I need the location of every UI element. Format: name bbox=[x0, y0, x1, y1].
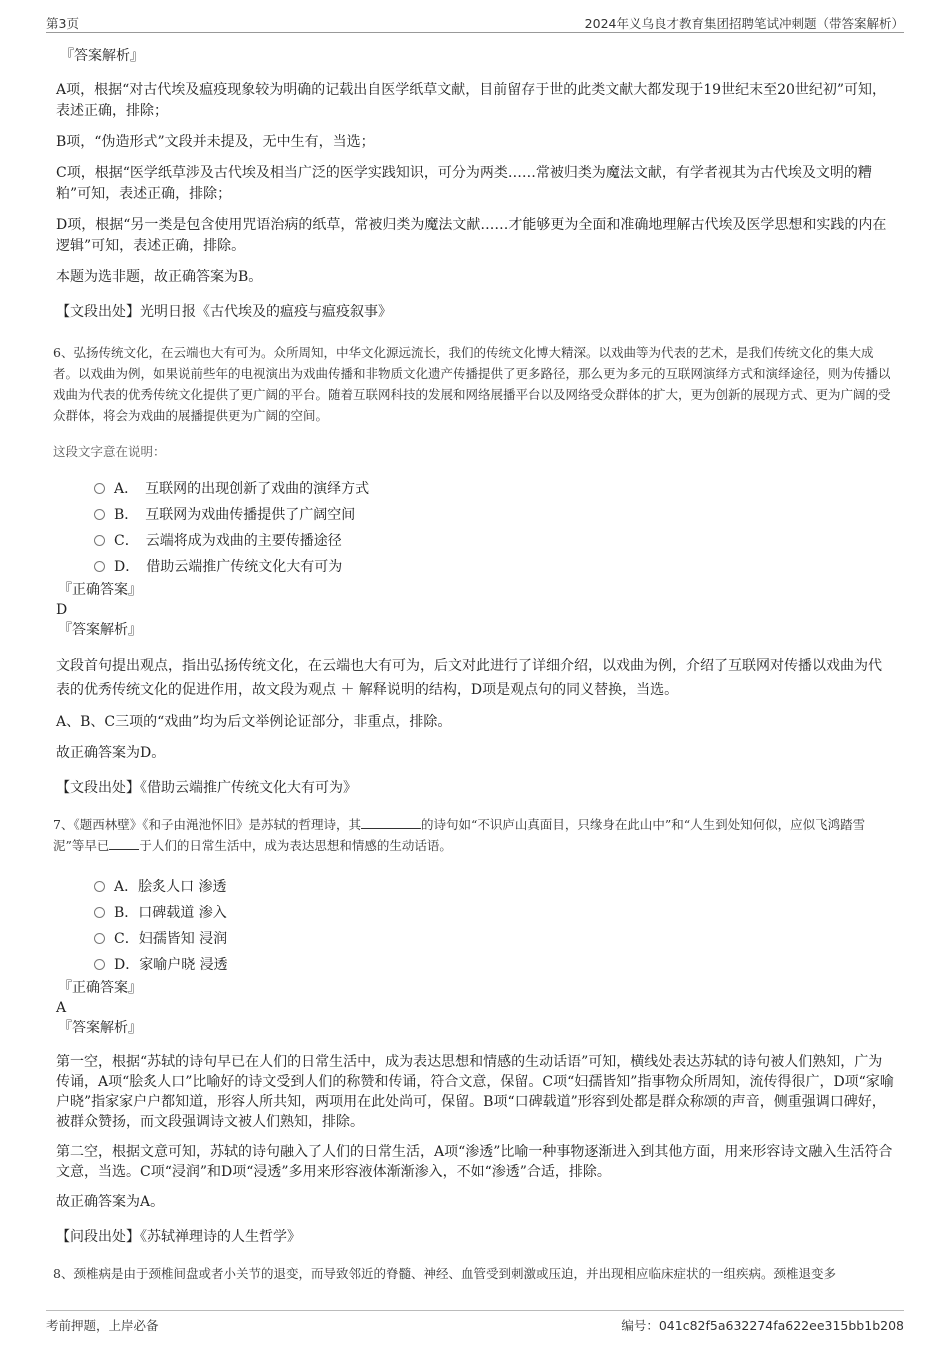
q6-options bbox=[56, 476, 894, 580]
q6-analysis-label: 『答案解析』 bbox=[58, 622, 142, 638]
q5-source: 【文段出处】光明日报《古代埃及的瘟疫与瘟疫叙事》 bbox=[56, 304, 392, 320]
page-header bbox=[46, 10, 904, 33]
q7-option-d[interactable]: D．家喻户晓 浸透 bbox=[94, 952, 894, 978]
radio-icon[interactable] bbox=[94, 483, 105, 494]
q7-analysis-label: 『答案解析』 bbox=[58, 1020, 142, 1036]
q6-conclusion: 故正确答案为D。 bbox=[56, 745, 166, 761]
q8-question: 8、颈椎病是由于颈椎间盘或者小关节的退变，而导致邻近的脊髓、神经、血管受到刺激或压迫，并出现相应临床症状的一组疾病。颈椎退变多 bbox=[53, 1266, 836, 1281]
q6-option-c[interactable]: C． 云端将成为戏曲的主要传播途径 bbox=[94, 528, 894, 554]
footer-slogan: 考前押题，上岸必备 bbox=[46, 1318, 159, 1333]
q5-analysis-b: B项，“伪造形式”文段并未提及，无中生有，当选； bbox=[56, 134, 375, 150]
page-footer bbox=[46, 1310, 904, 1333]
q7-conclusion: 故正确答案为A。 bbox=[56, 1194, 165, 1210]
q6-analysis-2: A、B、C三项的“戏曲”均为后文举例论证部分，非重点，排除。 bbox=[56, 714, 452, 730]
q5-analysis-c: C项，根据“医学纸草涉及古代埃及相当广泛的医学实践知识，可分为两类……常被归类为魔法文献，有学者视其为古代埃及文明的糟粕”可知，表述正确，排除； bbox=[56, 165, 872, 202]
q6-prompt: 这段文字意在说明： bbox=[53, 444, 166, 459]
blank-2 bbox=[109, 836, 139, 850]
radio-icon[interactable] bbox=[94, 561, 105, 572]
page-number: 第3页 bbox=[46, 16, 79, 31]
q6-option-d[interactable]: D． 借助云端推广传统文化大有可为 bbox=[94, 554, 894, 580]
radio-icon[interactable] bbox=[94, 933, 105, 944]
q7-option-c[interactable]: C．妇孺皆知 浸润 bbox=[94, 926, 894, 952]
radio-icon[interactable] bbox=[94, 959, 105, 970]
document-id: 编号：041c82f5a632274fa622ee315bb1b208 bbox=[621, 1318, 904, 1333]
q5-analysis-d: D项，根据“另一类是包含使用咒语治病的纸草，常被归类为魔法文献……才能够更为全面和准确地理解古代埃及医学思想和实践的内在逻辑”可知，表述正确，排除。 bbox=[56, 217, 887, 254]
q7-option-b[interactable]: B．口碑载道 渗入 bbox=[94, 900, 894, 926]
radio-icon[interactable] bbox=[94, 509, 105, 520]
radio-icon[interactable] bbox=[94, 535, 105, 546]
q6-answer: D bbox=[56, 602, 68, 618]
q7-source: 【问段出处】《苏轼禅理诗的人生哲学》 bbox=[56, 1229, 301, 1245]
blank-1 bbox=[361, 815, 421, 829]
q7-analysis-1: 第一空，根据“苏轼的诗句早已在人们的日常生活中，成为表达思想和情感的生动话语”可知，横线处表达苏轼的诗句被人们熟知，广为传诵，A项“脍炙人口”比喻好的诗文受到人们的称赞和传诵，符合文意，保留。C项“妇孺皆知”指事物众所周知，流传得很广，D项“家喻户晓”指家家户户都知道，形容人所共知，两项用在此处尚可，保留。B项“口碑载道”形容到处都是群众称颂的声音，侧重强调口碑好，被群众赞扬，而文段强调诗文被人们熟知，排除。 bbox=[56, 1054, 894, 1130]
q7-options bbox=[56, 874, 894, 978]
q6-question: 6、弘扬传统文化，在云端也大有可为。众所周知，中华文化源远流长，我们的传统文化博大精深。以戏曲等为代表的艺术，是我们传统文化的集大成者。以戏曲为例，如果说前些年的电视演出为戏曲传播和非物质文化遗产传播提供了更多路径，那么更为多元的互联网演绎方式和演绎途径，则为传播以戏曲为代表的优秀传统文化提供了更广阔的平台。随着互联网科技的发展和网络展播平台以及网络受众群体的扩大，更为创新的展现方式、更为广阔的受众群体，将会为戏曲的展播提供更为广阔的空间。 bbox=[53, 345, 891, 423]
q6-option-b[interactable]: B． 互联网为戏曲传播提供了广阔空间 bbox=[94, 502, 894, 528]
q5-analysis-label: 『答案解析』 bbox=[60, 48, 144, 64]
q7-analysis-2: 第二空，根据文意可知，苏轼的诗句融入了人们的日常生活，A项“渗透”比喻一种事物逐渐进入到其他方面，用来形容诗文融入生活符合文意，当选。C项“浸润”和D项“浸透”多用来形容液体渐渐渗入，不如“渗透”合适，排除。 bbox=[56, 1144, 893, 1180]
q7-question: 7、《题西林壁》《和子由渑池怀旧》是苏轼的哲理诗，其 的诗句如“不识庐山真面目，只缘身在此山中”和“人生到处知何似，应似飞鸿踏雪泥”等早已 于人们的日常生活中，成为表达思想和情感的生动话语。 bbox=[53, 817, 866, 853]
radio-icon[interactable] bbox=[94, 881, 105, 892]
q5-conclusion: 本题为选非题，故正确答案为B。 bbox=[56, 269, 263, 285]
q6-source: 【文段出处】《借助云端推广传统文化大有可为》 bbox=[56, 780, 357, 796]
q7-option-a[interactable]: A．脍炙人口 渗透 bbox=[94, 874, 894, 900]
q7-answer: A bbox=[56, 1000, 67, 1016]
q6-option-a[interactable]: A． 互联网的出现创新了戏曲的演绎方式 bbox=[94, 476, 894, 502]
q6-analysis-1: 文段首句提出观点，指出弘扬传统文化，在云端也大有可为，后文对此进行了详细介绍，以戏曲为例，介绍了互联网对传播以戏曲为代表的优秀传统文化的促进作用，故文段为观点 ＋ 解释说明的结构，D项是观点句的同义替换，当选。 bbox=[56, 658, 882, 698]
q7-answer-label: 『正确答案』 bbox=[58, 980, 142, 996]
q5-analysis-a: A项，根据“对古代埃及瘟疫现象较为明确的记载出自医学纸草文献，目前留存于世的此类文献大都发现于19世纪末至20世纪初”可知，表述正确，排除； bbox=[56, 82, 887, 119]
document-title: 2024年义乌良才教育集团招聘笔试冲刺题（带答案解析） bbox=[584, 16, 904, 31]
page-content bbox=[53, 44, 894, 1284]
radio-icon[interactable] bbox=[94, 907, 105, 918]
q6-answer-label: 『正确答案』 bbox=[58, 582, 142, 598]
